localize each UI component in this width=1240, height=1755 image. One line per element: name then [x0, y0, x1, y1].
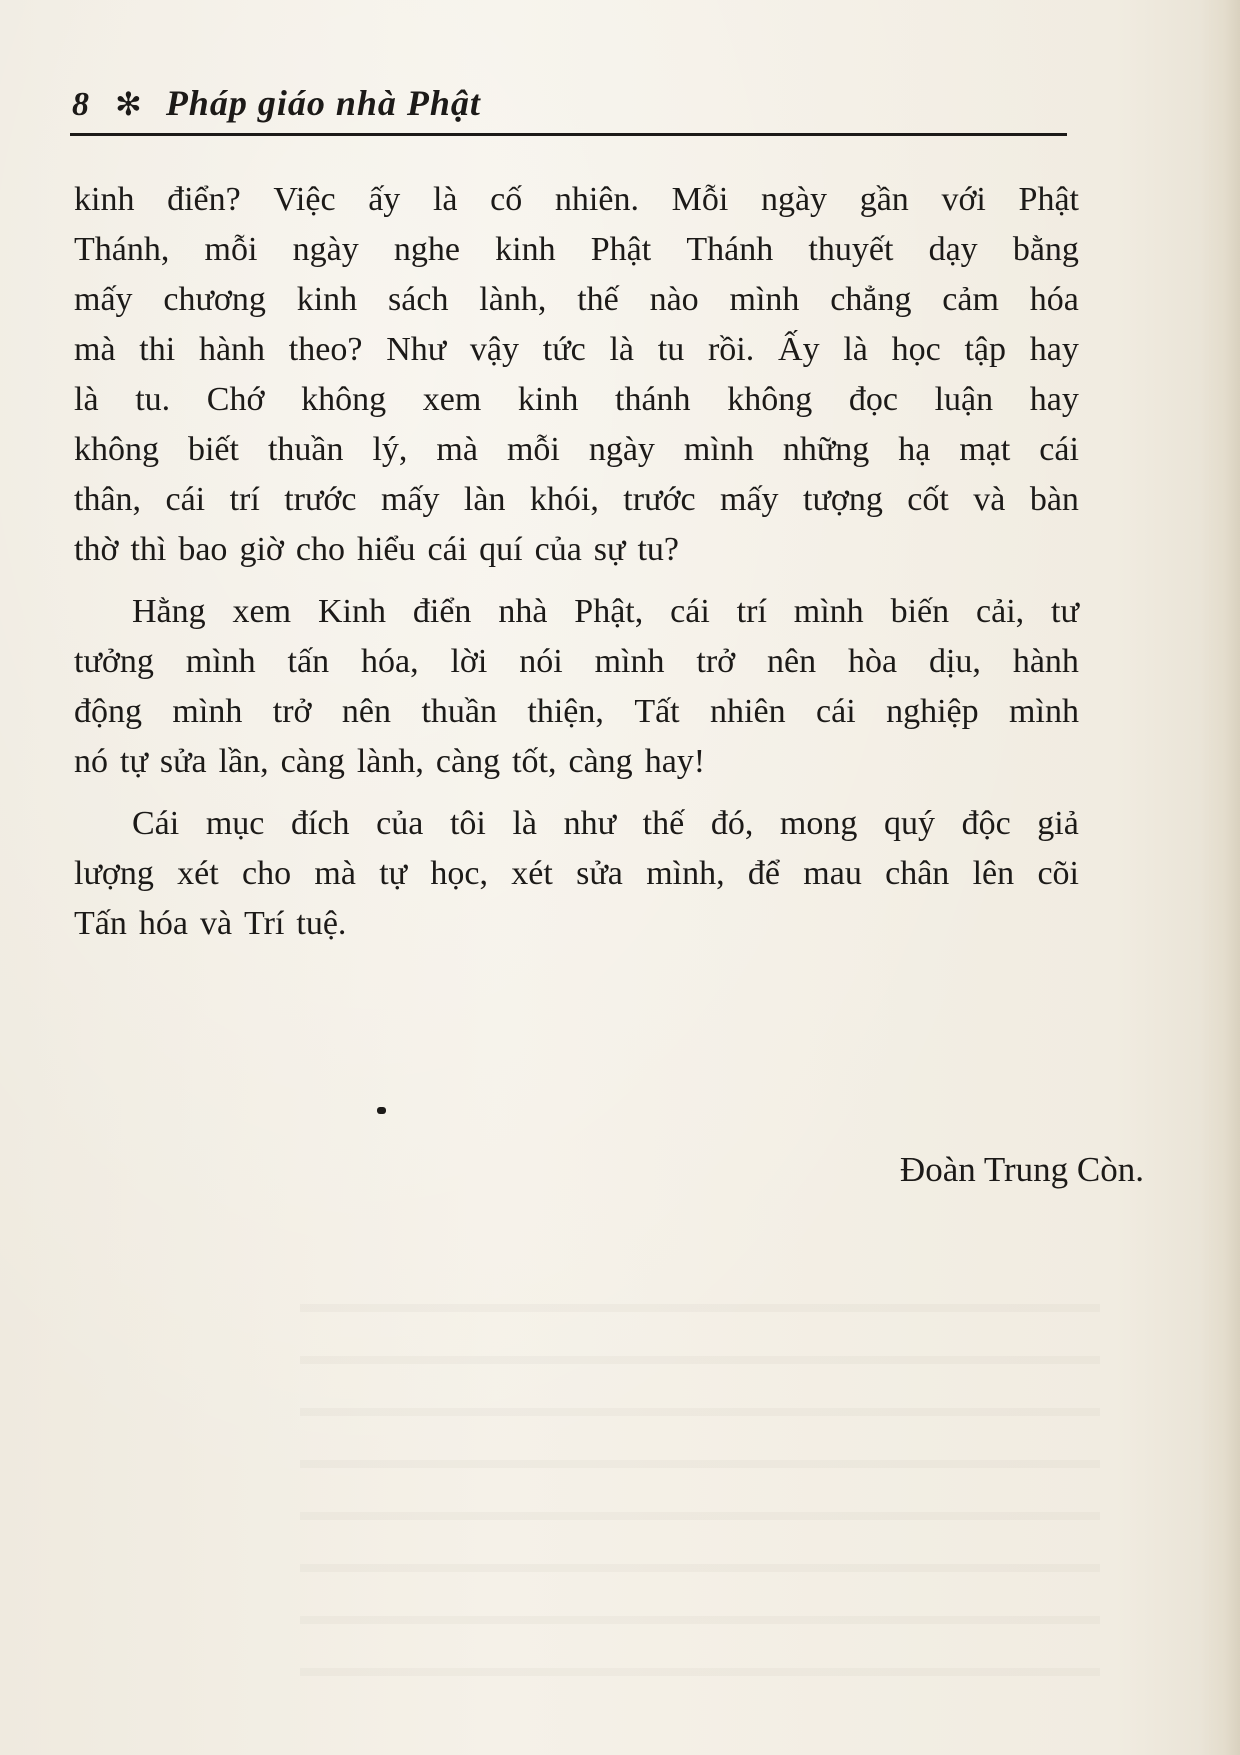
text-line	[74, 899, 1079, 949]
word: mình	[729, 281, 800, 318]
text-line	[74, 687, 1079, 737]
word: Hằng	[132, 593, 206, 630]
word: sách	[388, 281, 449, 318]
word: mục	[205, 805, 265, 842]
word: sự	[593, 531, 626, 568]
word: theo?	[288, 331, 363, 368]
word: mấy	[720, 481, 779, 518]
word: nghiệp	[886, 693, 979, 730]
text-line	[74, 375, 1079, 425]
word: mạt	[959, 431, 1011, 468]
word: kinh	[74, 181, 135, 218]
word: hóa	[1029, 281, 1079, 318]
word: hòa	[848, 643, 898, 680]
word: tượng	[803, 481, 883, 518]
word: Như	[386, 331, 447, 368]
word: độc	[961, 805, 1011, 842]
word: cảm	[942, 281, 999, 318]
word: mà	[436, 431, 478, 468]
word: mấy	[74, 281, 133, 318]
asterisk-icon: ✻	[115, 86, 142, 122]
word: giờ	[239, 531, 284, 568]
word: cốt	[907, 481, 949, 518]
word: tôi	[449, 805, 486, 842]
word: mà	[314, 855, 356, 892]
word: bao	[178, 531, 228, 568]
word: tu	[657, 331, 685, 368]
word: quý	[883, 805, 935, 842]
word: Việc	[273, 181, 336, 218]
word: thuần	[267, 431, 344, 468]
word: nhà	[498, 593, 548, 630]
word: như	[563, 805, 617, 842]
word: thiện,	[527, 693, 604, 730]
word: biến	[890, 593, 950, 630]
word: trí	[736, 593, 767, 630]
bleed-through-text	[300, 1260, 1100, 1680]
word: cố	[490, 181, 523, 218]
text-line	[74, 475, 1079, 525]
word: nói	[519, 643, 563, 680]
author-signature: Đoàn Trung Còn.	[899, 1150, 1144, 1189]
word: cõi	[1037, 855, 1079, 892]
word: đọc	[848, 381, 898, 418]
word: động	[74, 693, 142, 730]
word: lượng	[74, 855, 154, 892]
word: trở	[696, 643, 736, 680]
word: mình	[683, 431, 754, 468]
word: để	[747, 855, 780, 892]
word: lời	[450, 643, 488, 680]
word: cái	[816, 693, 856, 730]
word: tức	[542, 331, 586, 368]
word: ngày	[292, 231, 359, 268]
word: Chớ	[206, 381, 265, 418]
word: cái	[670, 593, 710, 630]
text-line	[74, 175, 1079, 225]
word: khói,	[529, 481, 599, 518]
word: lần,	[218, 743, 269, 780]
text-line	[74, 849, 1079, 899]
word: nào	[649, 281, 699, 318]
word: tập	[964, 331, 1007, 368]
word: thánh	[615, 381, 691, 418]
body-text	[74, 175, 1144, 1189]
running-header	[72, 82, 1067, 128]
word: đích	[290, 805, 350, 842]
word: dạy	[928, 231, 978, 268]
word: cái	[427, 531, 468, 568]
word: mong	[779, 805, 858, 842]
text-line	[74, 637, 1079, 687]
word: xem	[232, 593, 292, 630]
word: thân,	[74, 481, 142, 518]
text-line	[74, 325, 1079, 375]
paragraph-gap	[74, 787, 1079, 799]
word: không	[301, 381, 387, 418]
text-line	[74, 587, 1079, 637]
word: điển?	[167, 181, 241, 218]
word: chương	[163, 281, 266, 318]
ink-speck	[377, 1107, 386, 1114]
word: của	[534, 531, 582, 568]
word: mình	[172, 693, 243, 730]
text-line	[74, 799, 1079, 849]
word: cái	[1039, 431, 1079, 468]
word: tốt,	[512, 743, 557, 780]
word: tự	[120, 743, 148, 780]
word: Cái	[132, 805, 180, 842]
word: học,	[430, 855, 488, 892]
word: là	[843, 331, 868, 368]
word: sửa	[159, 743, 207, 780]
word: trở	[272, 693, 312, 730]
text-line	[74, 425, 1079, 475]
word: xét	[511, 855, 553, 892]
word: hạ	[898, 431, 931, 468]
word: thế	[577, 281, 619, 318]
word: đó,	[710, 805, 754, 842]
word: với	[941, 181, 986, 218]
word: điển	[412, 593, 472, 630]
word: nó	[74, 743, 108, 780]
word: mình	[1009, 693, 1079, 730]
word: tu?	[637, 531, 680, 568]
word: mỗi	[506, 431, 560, 468]
word: trí	[229, 481, 260, 518]
word: mỗi	[204, 231, 258, 268]
word: Tất	[634, 693, 680, 730]
word: trước	[623, 481, 696, 518]
word: Tấn	[74, 905, 127, 942]
text-line	[74, 737, 1079, 787]
paragraph	[74, 587, 1079, 787]
word: bàn	[1029, 481, 1079, 518]
paragraph	[74, 799, 1079, 949]
word: tư	[1051, 593, 1079, 630]
word: Phật	[1018, 181, 1079, 218]
word: dịu,	[928, 643, 981, 680]
word: học	[891, 331, 941, 368]
header-rule	[70, 133, 1067, 136]
word: mau	[803, 855, 862, 892]
word: không	[727, 381, 813, 418]
word: vậy	[469, 331, 520, 368]
word: mình	[185, 643, 256, 680]
paragraph-gap	[74, 575, 1079, 587]
word: nhiên.	[554, 181, 639, 218]
word: lành,	[479, 281, 547, 318]
word: trước	[284, 481, 357, 518]
word: hóa,	[360, 643, 419, 680]
word: gần	[859, 181, 909, 218]
word: mình,	[646, 855, 725, 892]
word: lý,	[372, 431, 408, 468]
word: hay	[1029, 381, 1079, 418]
word: tu.	[135, 381, 171, 418]
word: cái	[165, 481, 206, 518]
word: lên	[972, 855, 1015, 892]
word: Kinh	[317, 593, 386, 630]
word: thế	[642, 805, 685, 842]
word: ấy	[368, 181, 401, 218]
word: giả	[1037, 805, 1079, 842]
paragraph	[74, 175, 1079, 575]
word: ngày	[588, 431, 655, 468]
word: Thánh,	[74, 231, 170, 268]
word: Phật,	[574, 593, 644, 630]
word: kinh	[517, 381, 579, 418]
word: hành	[1012, 643, 1079, 680]
word: tấn	[287, 643, 330, 680]
word: nghe	[393, 231, 460, 268]
page-number: 8	[72, 86, 89, 123]
word: hay!	[644, 743, 706, 780]
word: tuệ.	[296, 905, 347, 942]
word: mấy	[380, 481, 440, 518]
word: xét	[177, 855, 219, 892]
word: xem	[422, 381, 482, 418]
word: sửa	[576, 855, 623, 892]
word: mình	[793, 593, 864, 630]
word: càng	[435, 743, 501, 780]
word: nhiên	[710, 693, 786, 730]
word: và	[973, 481, 1006, 518]
word: hay	[1029, 331, 1079, 368]
text-line	[74, 525, 1079, 575]
word: Mỗi	[671, 181, 729, 218]
word: không	[74, 431, 159, 468]
word: hiểu	[356, 531, 416, 568]
word: những	[782, 431, 870, 468]
word: rồi.	[707, 331, 755, 368]
page-edge-shadow	[1200, 0, 1240, 1755]
word: cho	[242, 855, 292, 892]
word: là	[609, 331, 635, 368]
word: càng	[280, 743, 345, 780]
word: càng	[568, 743, 633, 780]
word: quí	[479, 531, 523, 568]
running-title: Pháp giáo nhà Phật	[165, 83, 481, 123]
word: Ấy	[778, 331, 820, 368]
word: thi	[139, 331, 176, 368]
word: là	[432, 181, 458, 218]
word: thờ	[74, 531, 119, 568]
word: nên	[341, 693, 392, 730]
word: là	[512, 805, 537, 842]
word: thuần	[421, 693, 497, 730]
word: lành,	[356, 743, 424, 780]
word: tưởng	[74, 643, 154, 680]
word: nên	[767, 643, 817, 680]
word: kinh	[296, 281, 358, 318]
word: hóa	[138, 905, 188, 942]
word: luận	[934, 381, 994, 418]
word: tự	[379, 855, 408, 892]
word: cải,	[976, 593, 1025, 630]
word: và	[199, 905, 233, 942]
word: thuyết	[808, 231, 894, 268]
word: kinh	[495, 231, 556, 268]
word: thì	[130, 531, 167, 568]
word: mà	[74, 331, 116, 368]
word: Phật	[590, 231, 652, 268]
text-line	[74, 225, 1079, 275]
word: Thánh	[686, 231, 774, 268]
word: biết	[187, 431, 239, 468]
word: là	[74, 381, 99, 418]
text-line	[74, 275, 1079, 325]
word: Trí	[244, 905, 285, 942]
word: cho	[295, 531, 345, 568]
word: làn	[463, 481, 506, 518]
word: ngày	[760, 181, 828, 218]
word: của	[376, 805, 424, 842]
word: chẳng	[830, 281, 912, 318]
word: bằng	[1012, 231, 1079, 268]
word: hành	[198, 331, 266, 368]
word: mình	[594, 643, 665, 680]
word: chân	[885, 855, 950, 892]
